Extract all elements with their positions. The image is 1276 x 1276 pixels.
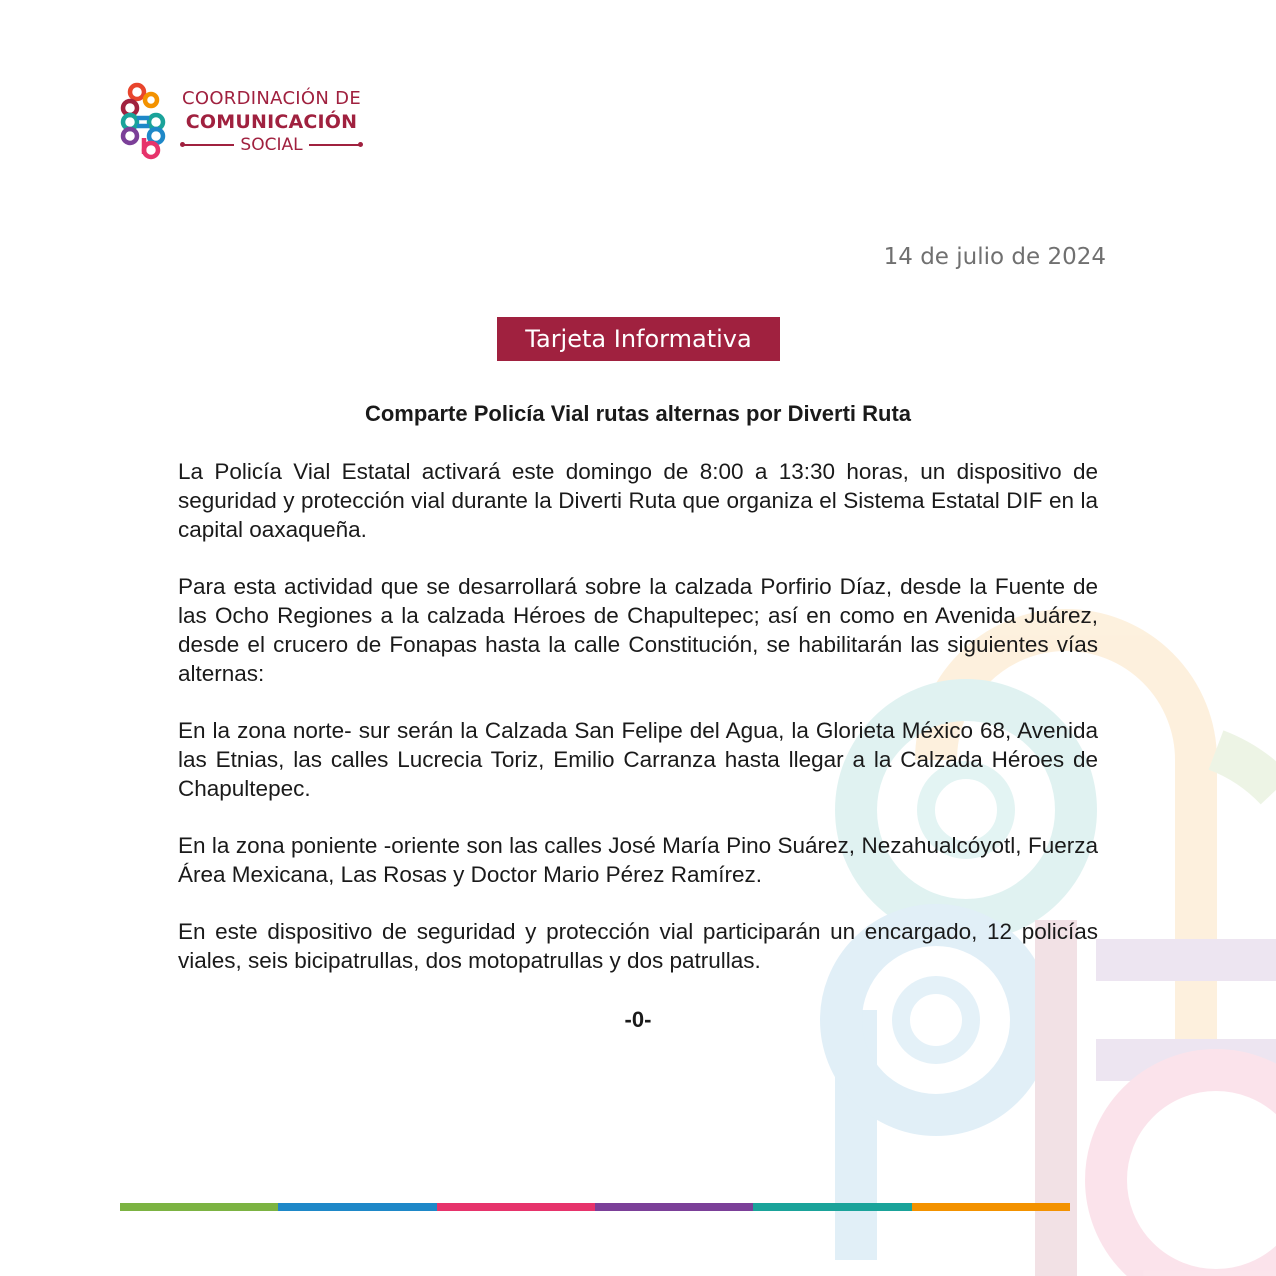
paragraph: La Policía Vial Estatal activará este domingo de 8:00 a 13:30 horas, un dispositivo de seguridad y protección vial durante la Diverti Ruta que organiza el Sistema Estatal DIF en la capital oaxaqueña. (178, 459, 1098, 542)
document-type-badge: Tarjeta Informativa (497, 317, 780, 361)
organization-logo (118, 82, 361, 162)
footer-color-segment (753, 1203, 911, 1211)
logo-title-line1: COORDINACIÓN DE (182, 88, 362, 109)
document-body (178, 457, 1098, 1003)
logo-title-line2: COMUNICACIÓN (185, 111, 358, 133)
logo-title-line3 (182, 134, 360, 156)
footer-color-segment (278, 1203, 436, 1211)
paragraph: Para esta actividad que se desarrollará sobre la calzada Porfirio Díaz, desde la Fuente de las Ocho Regiones a la calzada Héroes de Chapultepec; así en como en Avenida Juárez, desde el crucero de Fonapas hasta la calle Constitución, se habilitarán las siguientes vías alternas: (178, 574, 1098, 686)
footer-color-segment (437, 1203, 595, 1211)
paragraph: En la zona poniente -oriente son las calles José María Pino Suárez, Nezahualcóyotl, Fuerza Área Mexicana, Las Rosas y Doctor Mario Pérez Ramírez. (178, 833, 1098, 887)
logo-rule-right (309, 144, 361, 146)
footer-color-segment (595, 1203, 753, 1211)
footer-color-segment (912, 1203, 1070, 1211)
footer-color-bar (120, 1203, 1070, 1211)
document-date: 14 de julio de 2024 (883, 244, 1106, 270)
paragraph: En la zona norte- sur serán la Calzada San Felipe del Agua, la Glorieta México 68, Avenida las Etnias, las calles Lucrecia Toriz, Emilio Carranza hasta llegar a la Calzada Héroes de Chapultepec. (178, 718, 1098, 801)
logo-title-line3-text: SOCIAL (240, 135, 303, 155)
logo-rule-left (182, 144, 234, 146)
paragraph: En este dispositivo de seguridad y protección vial participarán un encargado, 12 policías viales, seis bicipatrullas, dos motopatrullas y dos patrullas. (178, 919, 1098, 973)
footer-color-segment (120, 1203, 278, 1211)
document-title: Comparte Policía Vial rutas alternas por Diverti Ruta (364, 401, 912, 426)
logo-knot-icon (118, 82, 170, 162)
closing-mark: -0- (624, 1007, 652, 1032)
